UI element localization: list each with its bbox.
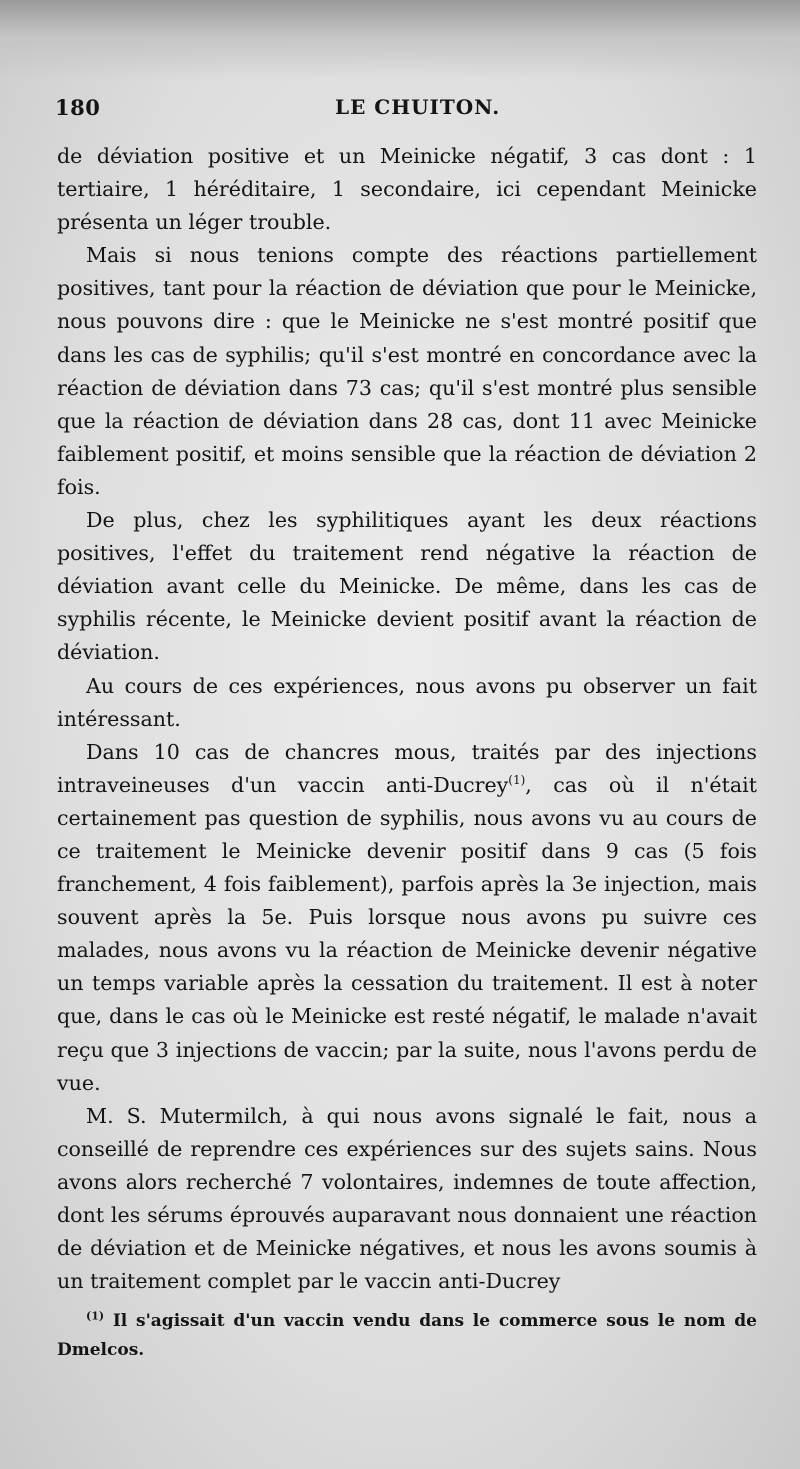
scan-shadow (0, 0, 800, 80)
paragraph-2: Mais si nous tenions compte des réactions partiellement positives, tant pour la réaction de déviation que pour le Meinicke, nous pouvons dire : que le Meinicke ne s'est montré positif que dans les cas de syphilis; qu'il s'est montré en concordance avec la réaction de déviation dans 73 cas; qu'il s'est montré plus sensible que la réaction de déviation dans 28 cas, dont 11 avec Meinicke faiblement positif, et moins sensible que la réaction de déviation 2 fois. (57, 243, 757, 499)
paragraph-1: de déviation positive et un Meinicke négatif, 3 cas dont : 1 tertiaire, 1 héréditaire, 1 secondaire, ici cependant Meinicke présenta un léger trouble. (57, 144, 757, 235)
footnote-text: Il s'agissait d'un vaccin vendu dans le commerce sous le nom de Dmelcos. (57, 1311, 757, 1360)
body-text (57, 140, 757, 1298)
paragraph-6: M. S. Mutermilch, à qui nous avons signalé le fait, nous a conseillé de reprendre ces expériences sur des sujets sains. Nous avons alors recherché 7 volontaires, indemnes de toute affection, dont les sérums éprouvés auparavant nous donnaient une réaction de déviation et de Meinicke négatives, et nous les avons soumis à un traitement complet par le vaccin anti-Ducrey (57, 1103, 757, 1294)
paragraph-3: De plus, chez les syphilitiques ayant les deux réactions positives, l'effet du traitement rend négative la réaction de déviation avant celle du Meinicke. De même, dans les cas de syphilis récente, le Meinicke devient positif avant la réaction de déviation. (57, 508, 757, 665)
footnote-reference: (1) (508, 772, 526, 787)
running-head: LE CHUITON. (335, 95, 501, 119)
footnote (57, 1307, 757, 1365)
paragraph-5 (57, 736, 757, 1100)
page-header (55, 95, 755, 125)
footnote-mark: (1) (86, 1309, 105, 1323)
paragraph-5-text-a: Dans 10 cas de chancres mous, traités par des injections intraveineuses d'un vaccin anti-Ducrey (57, 739, 757, 797)
page-number: 180 (55, 95, 101, 120)
paragraph-4: Au cours de ces expériences, nous avons pu observer un fait intéressant. (57, 673, 757, 731)
paragraph-5-text-b: , cas où il n'était certainement pas question de syphilis, nous avons vu au cours de ce traitement le Meinicke devenir positif dans 9 cas (5 fois franchement, 4 fois faiblement), parfois après la 3e injection, mais souvent après la 5e. Puis lorsque nous avons pu suivre ces malades, nous avons vu la réaction de Meinicke devenir négative un temps variable après la cessation du traitement. Il est à noter que, dans le cas où le Meinicke est resté négatif, le malade n'avait reçu que 3 injections de vaccin; par la suite, nous l'avons perdu de vue. (57, 772, 757, 1095)
